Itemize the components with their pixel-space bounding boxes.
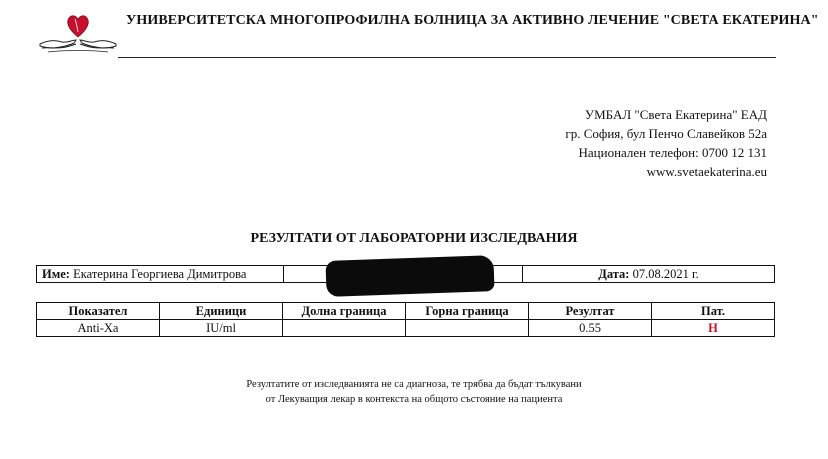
table-row [37,320,775,337]
address-line-phone: Национален телефон: 0700 12 131 [578,145,767,160]
col-upper-limit: Горна граница [406,303,529,320]
address-line-company: УМБАЛ "Света Екатерина" ЕАД [584,107,767,122]
disclaimer-line-2: от Лекуващия лекар в контекста на общото състояние на пациента [265,394,563,405]
row-pathology-flag: H [652,320,775,337]
document-title: РЕЗУЛТАТИ ОТ ЛАБОРАТОРНИ ИЗСЛЕДВАНИЯ [250,231,578,246]
row-lower-limit [283,320,406,337]
row-result: 0.55 [529,320,652,337]
results-header-row [37,303,775,320]
address-line-website: www.svetaekaterina.eu [646,164,767,179]
header-divider [118,57,776,58]
results-table [36,302,775,337]
row-upper-limit [406,320,529,337]
col-lower-limit: Долна граница [283,303,406,320]
hospital-name: УНИВЕРСИТЕТСКА МНОГОПРОФИЛНА БОЛНИЦА ЗА АКТИВНО ЛЕЧЕНИЕ "СВЕТА ЕКАТЕРИНА" [126,13,819,28]
address-line-street: гр. София, бул Пенчо Славейков 52а [565,126,767,141]
row-indicator: Anti-Xa [37,320,160,337]
hospital-address [565,105,767,181]
col-result: Резултат [529,303,652,320]
hospital-logo [38,10,118,56]
row-units: IU/ml [160,320,283,337]
report-date-value: 07.08.2021 г. [632,266,699,281]
redaction-mark [325,255,494,297]
disclaimer-line-1: Резултатите от изследванията не са диагноза, те трябва да бъдат тълкувани [246,379,582,390]
patient-name-label: Име: [42,266,70,281]
col-pathology: Пат. [652,303,775,320]
patient-name-value: Екатерина Георгиева Димитрова [73,266,247,281]
report-date-cell [523,266,775,283]
col-units: Единици [160,303,283,320]
disclaimer-note [0,377,828,407]
report-date-label: Дата: [598,266,630,281]
col-indicator: Показател [37,303,160,320]
heart-hands-icon [38,10,118,56]
patient-name-cell [37,266,284,283]
